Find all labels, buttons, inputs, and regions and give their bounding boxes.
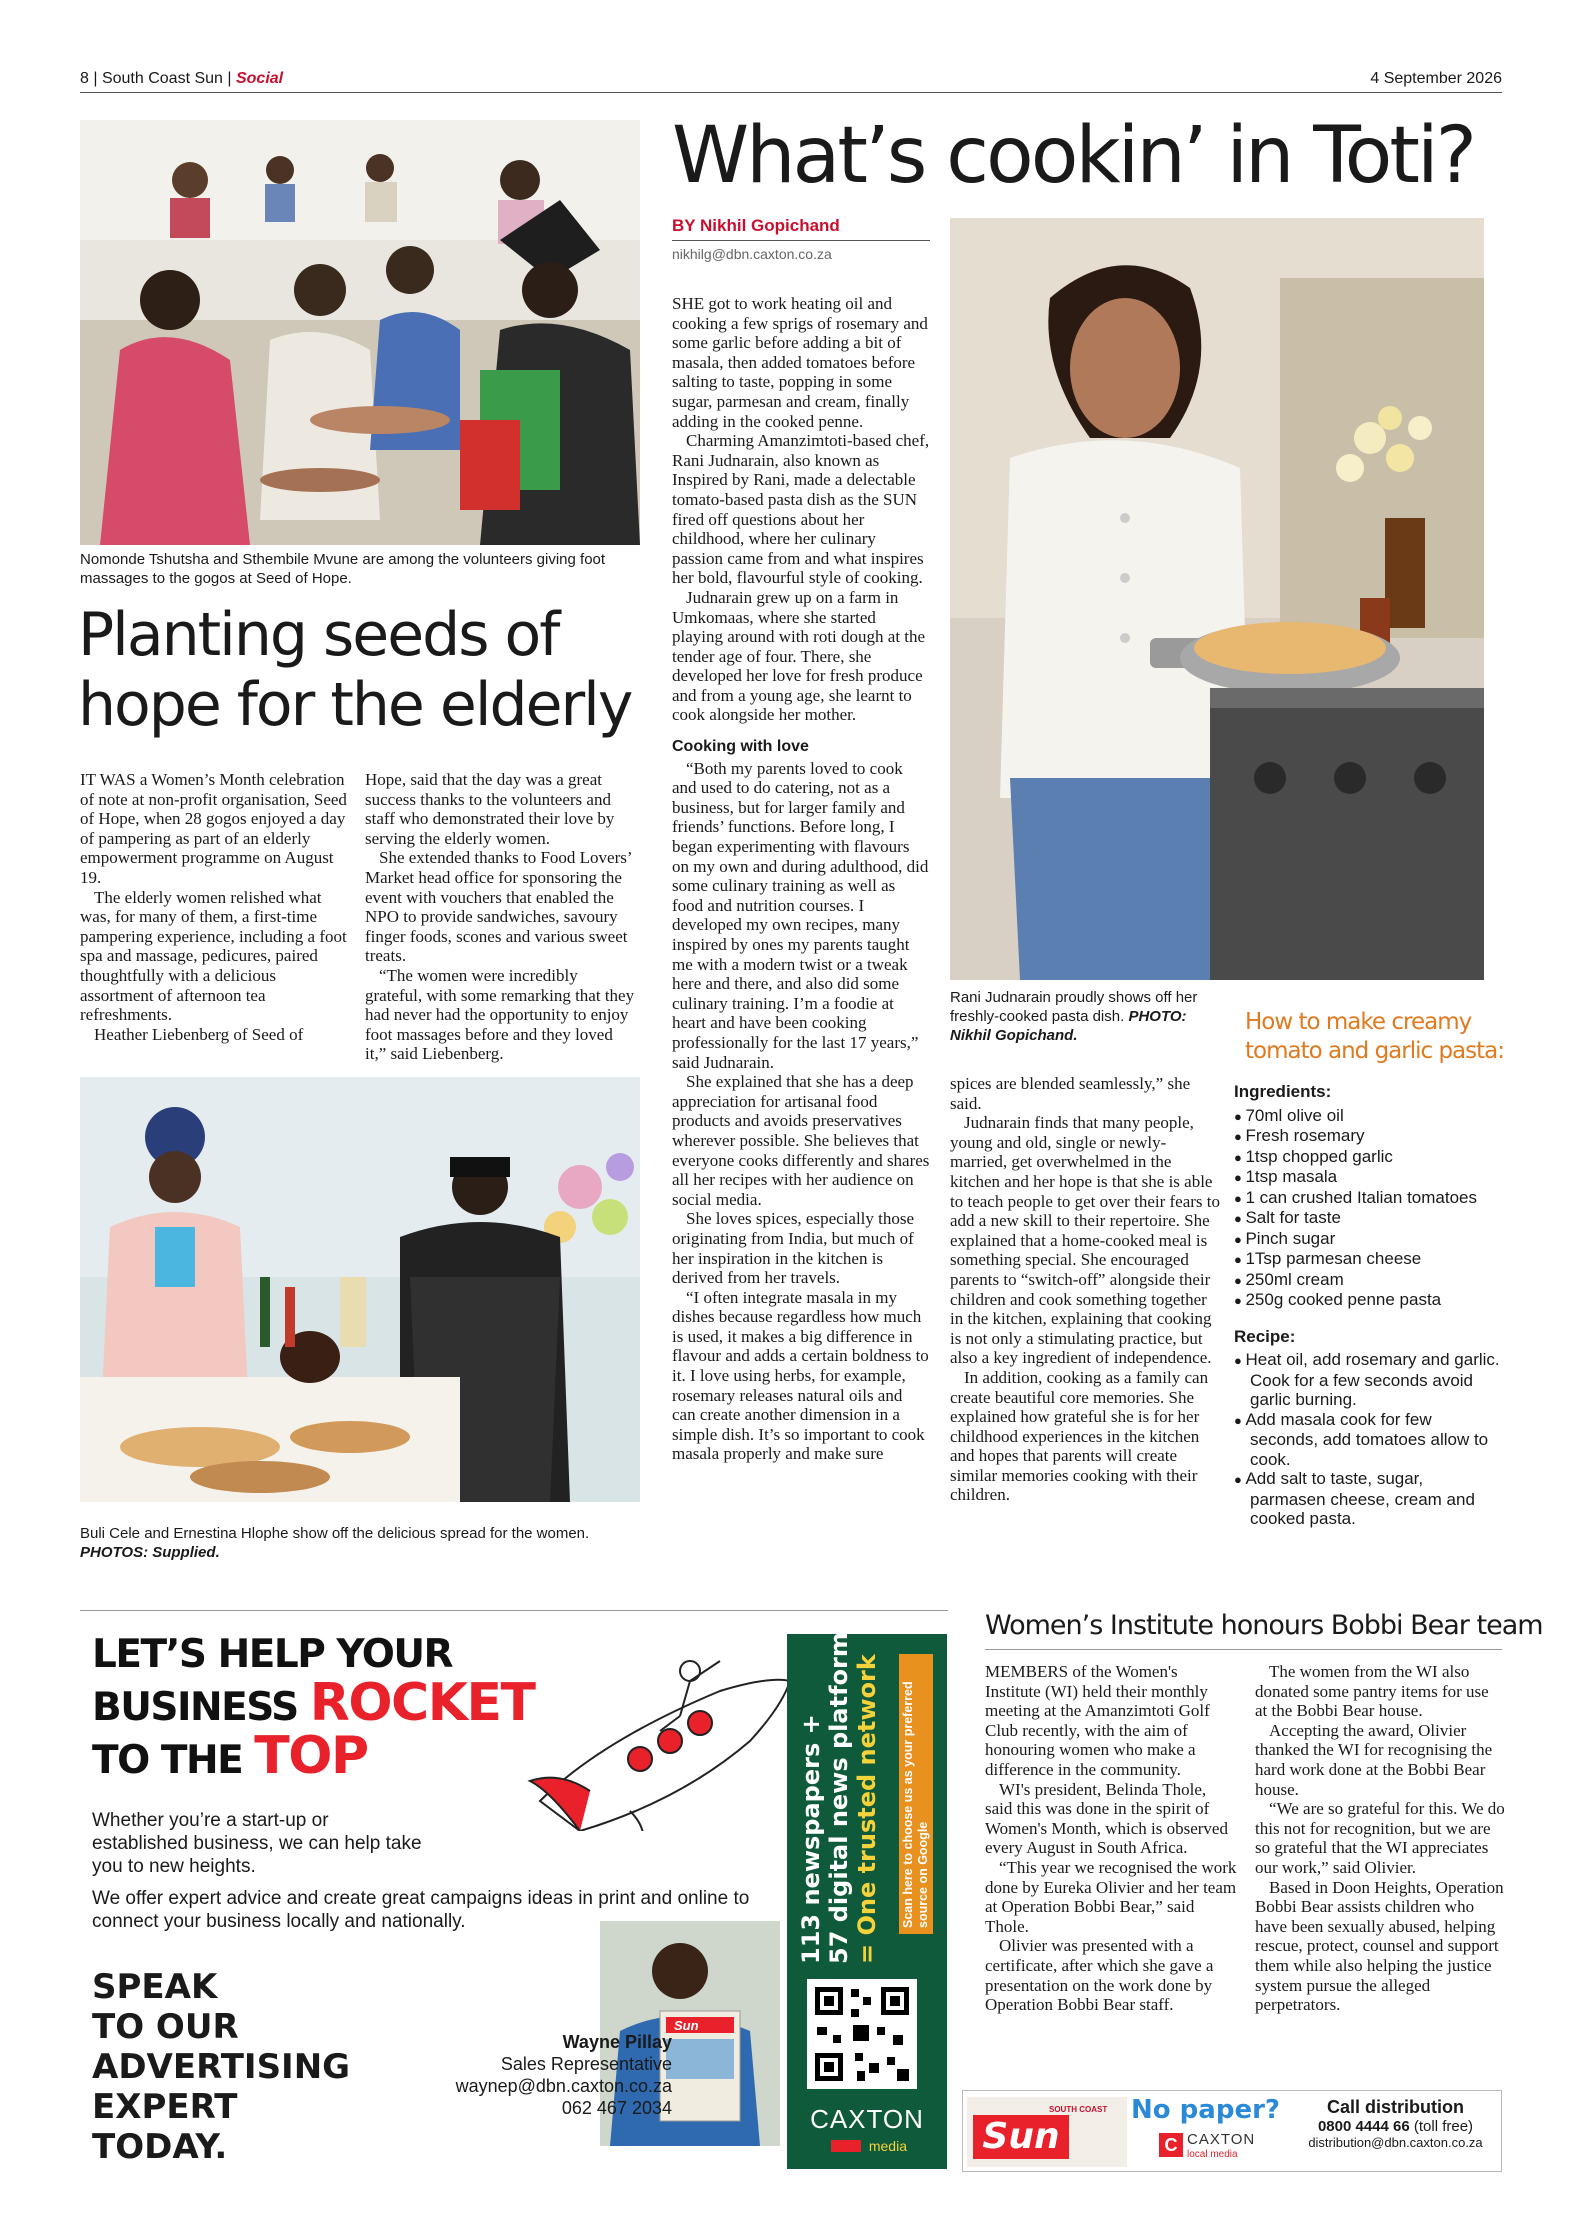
ad-text-rocket: ROCKET — [309, 1673, 535, 1733]
distribution-contact — [1293, 2097, 1498, 2150]
page-header-left: 8 | South Coast Sun | Social — [80, 70, 284, 87]
caxton-logo: CAXTON — [810, 2104, 924, 2134]
paragraph: In addition, cooking as a family can create beautiful core memories. She explained how grateful she is for her childhood experiences in the kitchen and hopes that parents will create similar memories cooking with their children. — [950, 1367, 1209, 1505]
caxton-sub-text: local media — [1187, 2149, 1238, 2160]
recipe-step: ● Add masala cook for few seconds, add tomatoes allow to cook. — [1234, 1410, 1502, 1470]
ad-paragraph-1: Whether you’re a start-up or established business, we can help take you to new heights. — [92, 1810, 422, 1877]
paragraph: SHE got to work heating oil and cooking a few sprigs of rosemary and some garlic before adding a bit of masala, then added tomatoes before salting to taste, popping in some sugar, parmesan and cream, finally adding in the cooked penne. — [672, 294, 928, 431]
subhead-cooking-with-love: Cooking with love — [672, 738, 809, 756]
byline: BY Nikhil Gopichand — [672, 216, 930, 241]
banner-scan-text: Scan here to choose us as your preferred source on Google — [899, 1654, 933, 1934]
header-divider — [80, 92, 1502, 93]
distribution-phone[interactable]: 0800 4444 66 — [1317, 2118, 1410, 2135]
rocket-illustration-icon — [520, 1631, 800, 1831]
caxton-text: CAXTON — [1187, 2131, 1256, 2148]
paragraph: IT WAS a Women’s Month celebration of note at non-profit organisation, Seed of Hope, when 28 gogos enjoyed a day of pampering as part of an elderly empowerment programme on August 19. — [80, 770, 347, 887]
ingredient-item: ● 70ml olive oil — [1234, 1106, 1502, 1127]
paragraph: Hope, said that the day was a great success thanks to the volunteers and staff who demonstrated their love by serving the elderly women. — [365, 770, 615, 848]
contact-role: Sales Representative — [500, 2054, 672, 2074]
paragraph: She loves spices, especially those originating from India, but much of her inspiration in the kitchen is derived from her travels. — [672, 1209, 915, 1288]
page-number: 8 — [80, 70, 89, 87]
paper-illustration — [967, 2097, 1127, 2167]
recipe-step: ● Add salt to taste, sugar, parmasen cheese, cream and cooked pasta. — [1234, 1469, 1502, 1529]
section-name: Social — [235, 70, 284, 87]
paragraph: “I often integrate masala in my dishes because regardless how much is used, it makes a big difference in flavour and adds a certain boldness to it. I love using herbs, for example, rosemary releases natural oils and can create another dimension in a simple dish. It’s so important to cook masala properly and make sure — [672, 1287, 929, 1464]
contact-name: Wayne Pillay — [562, 2032, 672, 2052]
caption-text: Rani Judnarain proudly shows off her freshly-cooked pasta dish. — [950, 989, 1198, 1025]
ad-paragraph-2: We offer expert advice and create great campaigns ideas in print and online to connect your business locally and nationally. — [92, 1888, 750, 1932]
banner-line-2: 57 digital news platforms — [825, 1617, 853, 1964]
paragraph: “This year we recognised the work done by Eureka Olivier and her team at Operation Bobbi Bear,” said Thole. — [985, 1857, 1237, 1936]
distribution-box — [962, 2090, 1502, 2172]
distribution-email[interactable]: distribution@dbn.caxton.co.za — [1308, 2135, 1483, 2150]
caxton-logo-mark-icon — [831, 2140, 861, 2152]
paragraph: Heather Liebenberg of Seed of — [94, 1024, 304, 1044]
ingredients-heading: Ingredients: — [1234, 1082, 1332, 1101]
issue-date: 4 September 2026 — [1370, 70, 1502, 87]
caxton-network-banner[interactable] — [787, 1617, 947, 2169]
ad-text-top: TOP — [254, 1726, 368, 1786]
caption-foot-massage: Nomonde Tshutsha and Sthembile Mvune are among the volunteers giving foot massages to the gogos at Seed of Hope. — [80, 551, 606, 587]
paragraph: The women from the WI also donated some pantry items for use at the Bobbi Bear house. — [1255, 1662, 1489, 1721]
headline-line-2: hope for the elderly — [78, 670, 632, 740]
publication-name: South Coast Sun — [101, 70, 223, 87]
ingredient-item: ● 250g cooked penne pasta — [1234, 1290, 1502, 1311]
recipe-title-line-2: tomato and garlic pasta: — [1245, 1038, 1504, 1064]
ad-text-to-the: TO THE — [92, 1738, 255, 1783]
paragraph: Olivier was presented with a certificate, after which she gave a presentation on the work done by Operation Bobbi Bear staff. — [985, 1936, 1214, 2015]
byline-email[interactable]: nikhilg@dbn.caxton.co.za — [672, 246, 832, 262]
caxton-c-icon: C — [1159, 2133, 1183, 2157]
caption-text: Buli Cele and Ernestina Hlophe show off the delicious spread for the women. — [80, 1525, 590, 1542]
paragraph: “The women were incredibly grateful, with some remarking that they had never had the opportunity to enjoy foot massages before and they loved it,” said Liebenberg. — [365, 965, 635, 1064]
headline-wi-bobbi-bear: Women’s Institute honours Bobbi Bear team — [985, 1610, 1543, 1641]
recipe-title — [1245, 1008, 1505, 1066]
recipe-step: ● Heat oil, add rosemary and garlic. Cook for a few seconds avoid garlic burning. — [1234, 1350, 1502, 1410]
paragraph: MEMBERS of the Women's Institute (WI) held their monthly meeting at the Amanzimtoti Golf Club recently, with the aim of honouring women who make a difference in the community. — [985, 1662, 1210, 1779]
headline-whats-cookin: What’s cookin’ in Toti? — [672, 111, 1475, 201]
contact-block — [320, 2031, 672, 2119]
paragraph: WI's president, Belinda Thole, said this was done in the spirit of Women's Month, which is observed every August in South Africa. — [985, 1779, 1228, 1858]
distribution-phone-line — [1293, 2118, 1498, 2135]
recipe-title-line-1: How to make creamy — [1245, 1009, 1472, 1035]
contact-phone[interactable]: 062 467 2034 — [561, 2098, 672, 2118]
seeds-column-2 — [365, 770, 637, 1064]
headline-planting-seeds — [78, 600, 658, 740]
qr-code-icon[interactable] — [807, 1979, 917, 2089]
newspaper-masthead: Sun — [674, 2018, 699, 2033]
ingredient-item: ● 1Tsp parmesan cheese — [1234, 1249, 1502, 1270]
cta-line: TODAY. — [92, 2127, 228, 2167]
cooking-column-1 — [672, 294, 930, 1464]
cta-line: SPEAK — [92, 1967, 218, 2007]
sun-masthead: Sun — [973, 2115, 1069, 2159]
toll-free: (toll free) — [1413, 2118, 1474, 2135]
paragraph: Judnarain finds that many people, young and old, single or newly-married, get overwhelmed in the kitchen and her hope is that she is able to teach people to get over their fears to add a new skill to their repertoire. She explained that a home-cooked meal is something special. She encouraged parents to “switch-off” alongside their children and cook something together in the kitchen, explaining that cooking is not only a stimulating practice, but also a key ingredient of independence. — [950, 1113, 1220, 1368]
banner-text — [797, 1464, 881, 1964]
caption-food-spread — [80, 1524, 640, 1562]
seeds-column-1 — [80, 770, 348, 1044]
ingredient-item: ● 250ml cream — [1234, 1270, 1502, 1291]
photo-credit: PHOTO: Nikhil Gopichand. — [950, 1008, 1187, 1044]
headline-line-1: Planting seeds of — [78, 600, 559, 670]
ingredient-item: ● 1tsp chopped garlic — [1234, 1147, 1502, 1168]
ad-text-business: BUSINESS — [92, 1685, 310, 1730]
paragraph: She explained that she has a deep appreciation for artisanal food products and avoids preservatives wherever possible. She believes that everyone cooks differently and shares all her recipes with her audience on social media. — [672, 1072, 930, 1209]
ingredient-item: ● 1tsp masala — [1234, 1167, 1502, 1188]
wi-divider — [985, 1649, 1502, 1650]
call-distribution: Call distribution — [1327, 2097, 1464, 2117]
photo-credit: PHOTOS: Supplied. — [80, 1544, 220, 1561]
recipe-heading: Recipe: — [1234, 1326, 1296, 1346]
cta-line: TO OUR — [92, 2007, 239, 2047]
masthead-small: SOUTH COAST — [1049, 2105, 1108, 2114]
ingredient-item: ● Fresh rosemary — [1234, 1126, 1502, 1147]
photo-food-spread — [80, 1077, 640, 1502]
cooking-column-2 — [950, 1074, 1220, 1505]
recipe-ingredients — [1234, 1082, 1502, 1529]
ad-headline-line-1: LET’S HELP YOUR — [92, 1632, 453, 1677]
banner-line-1: 113 newspapers + — [797, 1714, 825, 1964]
ad-call-to-action — [92, 1967, 350, 2167]
caxton-logo-sub: media — [868, 2138, 907, 2154]
cta-line: EXPERT — [92, 2087, 238, 2127]
caption-chef — [950, 988, 1230, 1045]
contact-email[interactable]: waynep@dbn.caxton.co.za — [455, 2076, 672, 2096]
paragraph: Judnarain grew up on a farm in Umkomaas, where she started playing around with roti dough at the tender age of four. There, she developed her love for fresh produce and from a young age, she learnt to cook alongside her mother. — [672, 587, 926, 725]
ingredient-item: ● Pinch sugar — [1234, 1229, 1502, 1250]
paragraph: Charming Amanzimtoti-based chef, Rani Judnarain, also known as Inspired by Rani, made a delectable tomato-based pasta dish as the SUN fired off questions about her childhood, where her culinary passion came from and what inspires her bold, flavourful style of cooking. — [672, 431, 930, 588]
paragraph: “We are so grateful for this. We do this not for recognition, but we are so grateful that the WI appreciates our work,” said Olivier. — [1255, 1799, 1505, 1877]
paragraph: The elderly women relished what was, for many of them, a first-time pampering experience, including a foot spa and massage, pedicures, paired thoughtfully with a delicious assortment of afternoon tea refreshments. — [80, 887, 347, 1025]
photo-foot-massage — [80, 120, 640, 545]
paragraph: “Both my parents loved to cook and used to do catering, not as a business, but for larger family and friends’ functions. Before long, I began experimenting with flavours on my own and during adulthood, did some culinary training as well as food and nutrition courses. I developed my own recipes, many inspired by ones my parents taught me with a modern twist or a tweak here and there, and also did some culinary training. I’m a foodie at heart and have been cooking professionally for the last 17 years,” said Judnarain. — [672, 758, 929, 1072]
wi-column-1 — [985, 1662, 1237, 2015]
paragraph: Based in Doon Heights, Operation Bobbi Bear assists children who have been sexually abused, helping rescue, protect, counsel and support them while also helping the justice system pursue the alleged perpetrators. — [1255, 1877, 1504, 2015]
ingredient-item: ● 1 can crushed Italian tomatoes — [1234, 1188, 1502, 1209]
no-paper-text: No paper? — [1131, 2095, 1280, 2125]
photo-chef-rani — [950, 218, 1484, 980]
paragraph: She extended thanks to Food Lovers’ Market head office for sponsoring the event with vouchers that enabled the NPO to provide sandwiches, savoury finger foods, scones and various sweet treats. — [365, 848, 632, 966]
paragraph: spices are blended seamlessly,” she said. — [950, 1074, 1191, 1113]
banner-line-3: = One trusted network — [853, 1654, 881, 1964]
ingredient-item: ● Salt for taste — [1234, 1208, 1502, 1229]
cta-line: ADVERTISING — [92, 2047, 351, 2087]
paragraph: Accepting the award, Olivier thanked the WI for recognising the hard work done at the Bobbi Bear house. — [1255, 1720, 1493, 1799]
wi-column-2 — [1255, 1662, 1505, 2015]
